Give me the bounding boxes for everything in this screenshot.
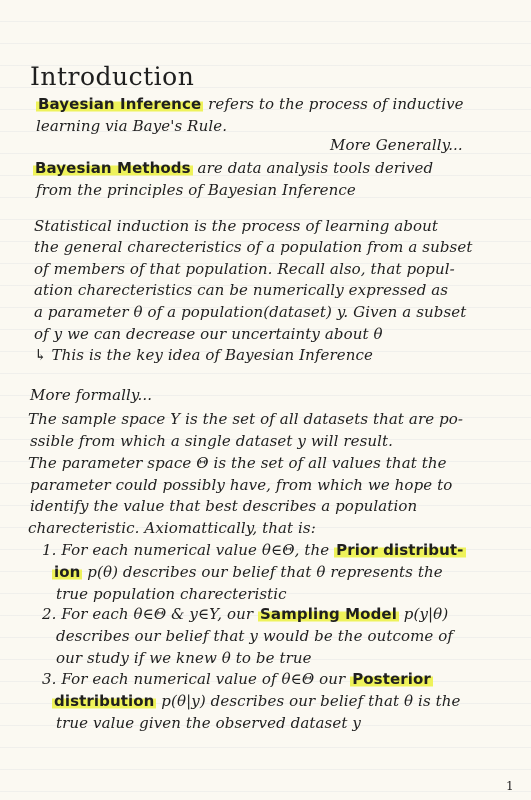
list-item-line: distribution p(θ|y) describes our belief that θ is the (54, 692, 461, 710)
paragraph-line: of y we can decrease our uncertainty about θ (34, 325, 383, 343)
paragraph-line: from the principles of Bayesian Inference (36, 181, 356, 199)
highlighted-term: Bayesian Inference (38, 95, 202, 113)
list-item-line: true population charecteristic (56, 585, 287, 603)
paragraph-line: a parameter θ of a population(dataset) y. Given a subset (34, 303, 467, 321)
highlighted-term: Prior distribut- (336, 541, 464, 559)
paragraph-line: Bayesian Inference refers to the process of inductive (38, 95, 464, 113)
paragraph-line: The sample space Y is the set of all datasets that are po- (28, 410, 464, 428)
paragraph-line: Bayesian Methods are data analysis tools derived (35, 159, 434, 177)
page-title: Introduction (30, 62, 195, 91)
list-item-line: true value given the observed dataset y (56, 714, 361, 732)
paragraph-line: ssible from which a single dataset y will result. (30, 432, 394, 450)
paragraph-line: of members of that population. Recall also, that popul- (34, 260, 455, 278)
highlighted-term: Bayesian Methods (35, 159, 191, 177)
section-note: More formally... (30, 386, 153, 404)
section-note: More Generally... (330, 136, 463, 154)
paragraph-line: learning via Baye's Rule. (36, 117, 228, 135)
paragraph-line: identify the value that best describes a population (30, 497, 418, 515)
highlighted-term: ion (54, 563, 81, 581)
list-item-line: ion p(θ) describes our belief that θ represents the (54, 563, 443, 581)
page-number: 1 (506, 779, 514, 793)
paragraph-line: ation charecteristics can be numerically expressed as (34, 281, 449, 299)
list-item: 2. For each θ∈Θ & y∈Y, our Sampling Model p(y|θ) (42, 605, 449, 623)
paragraph-line: the general charecteristics of a population from a subset (34, 238, 473, 256)
paragraph-line: ↳ This is the key idea of Bayesian Inference (34, 346, 373, 364)
paragraph-line: Statistical induction is the process of learning about (34, 217, 439, 235)
highlighted-term: Posterior (352, 670, 431, 688)
highlighted-term: Sampling Model (260, 605, 397, 623)
paragraph-line: charecteristic. Axiomattically, that is: (28, 519, 316, 537)
list-item: 1. For each numerical value θ∈Θ, the Prior distribut- (42, 541, 464, 559)
paragraph-line: parameter could possibly have, from which we hope to (30, 476, 453, 494)
list-item: 3. For each numerical value of θ∈Θ our Posterior (42, 670, 431, 688)
list-item-line: our study if we knew θ to be true (56, 649, 312, 667)
highlighted-term: distribution (54, 692, 155, 710)
list-item-line: describes our belief that y would be the outcome of (56, 627, 454, 645)
paragraph-line: The parameter space Θ is the set of all values that the (28, 454, 447, 472)
